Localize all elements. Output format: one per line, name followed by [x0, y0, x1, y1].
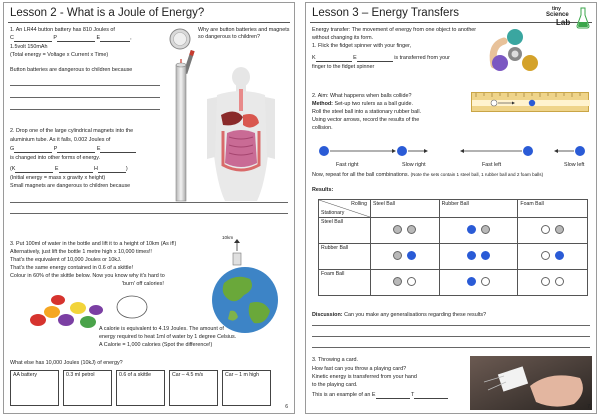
answer-line[interactable] [10, 97, 160, 98]
table-corner-cell: Rolling Stationary [319, 200, 371, 218]
results-label: Results: [312, 187, 334, 193]
q3-title: 3. Throwing a card. [312, 357, 359, 363]
skittle-to-colour[interactable] [114, 293, 150, 321]
joule-examples-row [10, 370, 271, 406]
intro-line: without changing its form. [312, 35, 374, 41]
q3-line: 3. Put 100ml of water in the bottle and lift it to a height of 10km (As if!) [10, 241, 177, 247]
battery-spec: 1.5volt 150mAh [10, 44, 48, 50]
joule-box-petrol: 0.3 ml petrol [63, 370, 112, 406]
method-line: collision. [312, 125, 333, 131]
burn-off-text: 'burn' off calories! [122, 281, 164, 287]
spinner-blanks: K E is transferred from your [312, 55, 450, 61]
q3-line: Alternatively, just lift the bottle 1 metre high x 10,000 times!! [10, 249, 152, 255]
worksheet-page-7 [305, 2, 597, 414]
answer-line[interactable] [10, 109, 160, 110]
result-cell[interactable] [518, 218, 588, 244]
result-cell[interactable] [518, 270, 588, 296]
table-row [319, 218, 588, 244]
result-cell[interactable] [439, 218, 518, 244]
q3-line: Colour in 60% of the skittle below. Now you know why it's hard to [10, 273, 165, 279]
joule-box-car-height: Car – 1 m high [222, 370, 271, 406]
q2-line: 2. Drop one of the large cylindrical magnets into the [10, 128, 134, 134]
why-dangerous-question: Why are button batteries and magnets so dangerous to children? [198, 27, 290, 41]
what-else-question: What else has 10,000 Joules (10kJ) of energy? [10, 360, 123, 366]
result-cell[interactable] [439, 270, 518, 296]
danger-prompt: Button batteries are dangerous to children because [10, 67, 133, 73]
q3-line: Kinetic energy is transferred from your hand [312, 374, 417, 380]
repeat-instruction: Now, repeat for all the ball combinations. (Note the sets contain 1 steel ball, 1 rubber ball and 2 foam balls) [312, 172, 544, 178]
result-cell[interactable] [371, 270, 440, 296]
row-header-rubber: Rubber Ball [319, 244, 371, 270]
bottle-lift-image [226, 237, 248, 267]
row-header-steel: Steel Ball [319, 218, 371, 244]
aluminium-tube-image [172, 59, 190, 205]
blank-p[interactable] [57, 37, 95, 42]
blank-p[interactable] [57, 148, 95, 153]
energy-transfer-blanks: This is an example of an E T [312, 392, 448, 399]
q1-blanks: C P E , [10, 35, 132, 41]
page-number: 6 [285, 403, 288, 410]
speed-label-fast-right: Fast right [336, 162, 359, 168]
answer-line[interactable] [10, 213, 288, 214]
column-header-steel: Steel Ball [371, 200, 440, 218]
calorie-line: A calorie is equivalent to 4.19 Joules. The amount of [99, 326, 224, 332]
initial-energy-formula: (Initial energy = mass x gravity x height) [10, 175, 106, 181]
method-line: Using vector arrows, record the results of the [312, 117, 420, 123]
human-digestive-system-image [199, 67, 284, 202]
calorie-line: A Calorie = 1,000 calories (Spot the difference!) [99, 342, 213, 348]
earth-globe-image [210, 265, 280, 335]
results-table [318, 199, 588, 296]
blank-e[interactable] [357, 57, 393, 62]
vector-arrows-diagram [312, 141, 596, 163]
intro-line: Energy transfer: The movement of energy from one object to another [312, 27, 477, 33]
answer-line[interactable] [312, 325, 590, 326]
q2-blanks: G P E [10, 146, 136, 153]
column-header-rubber: Rubber Ball [439, 200, 518, 218]
q2-kinetic-blanks: (K E H ) [10, 166, 128, 172]
battery-formula: (Total energy = Voltage x Current x Time) [10, 52, 109, 58]
row-header-foam: Foam Ball [319, 270, 371, 296]
result-cell[interactable] [439, 244, 518, 270]
ten-km-label: 10km [222, 235, 234, 240]
q3-line: to the playing card. [312, 382, 358, 388]
aim-line: 2. Aim: What happens when balls collide? [312, 93, 412, 99]
blank-t[interactable] [414, 394, 448, 399]
blank-e[interactable] [376, 394, 410, 399]
flask-icon [576, 7, 590, 29]
q3-line: How fast can you throw a playing card? [312, 366, 407, 372]
blank-c[interactable] [14, 37, 52, 42]
ruler-ticks [472, 93, 590, 113]
speed-label-slow-right: Slow right [402, 162, 426, 168]
speed-label-fast-left: Fast left [482, 162, 502, 168]
result-cell[interactable] [371, 244, 440, 270]
blank-h[interactable] [98, 168, 126, 173]
title-divider [8, 22, 290, 23]
lesson-3-title: Lesson 3 – Energy Transfers [312, 7, 460, 19]
intro-line: 1. Flick the fidget spinner with your finger, [312, 43, 412, 49]
blank-e[interactable] [59, 168, 93, 173]
ruler-guide-image [471, 92, 589, 112]
method-line: Roll the steel ball into a stationary rubber ball. [312, 109, 422, 115]
column-header-foam: Foam Ball [518, 200, 588, 218]
answer-line[interactable] [10, 202, 288, 203]
blank-k[interactable] [15, 168, 53, 173]
q1-line: 1. An LR44 button battery has 810 Joules of [10, 27, 115, 33]
answer-line[interactable] [312, 336, 590, 337]
joule-box-skittle: 0.6 of a skittle [116, 370, 165, 406]
calorie-line: energy required to heat 1ml of water by 1 degree Celsius. [99, 334, 237, 340]
result-cell[interactable] [518, 244, 588, 270]
blank-g[interactable] [14, 148, 52, 153]
result-cell[interactable] [371, 218, 440, 244]
skittles-image [28, 288, 108, 330]
tiny-science-lab-logo: tiny Science Lab [546, 5, 592, 31]
fidget-spinner-image [484, 25, 546, 83]
answer-line[interactable] [10, 85, 160, 86]
blank-e[interactable] [100, 37, 130, 42]
q2-line: aluminium tube. As it falls, 0.002 Joules of [10, 137, 111, 143]
blank-k[interactable] [316, 57, 352, 62]
q3-line: That's the same energy contained in 0.6 of a skittle! [10, 265, 133, 271]
page-number: 7 [587, 403, 590, 410]
table-row [319, 244, 588, 270]
magnets-danger-prompt: Small magnets are dangerous to children because [10, 183, 131, 189]
card-throw-photo [470, 356, 592, 410]
worksheet-page-6 [3, 2, 295, 414]
table-row [319, 270, 588, 296]
discussion-prompt: Discussion: Can you make any generalisations regarding these results? [312, 312, 487, 318]
q2-line: is changed into other forms of energy. [10, 155, 101, 161]
answer-line[interactable] [312, 347, 590, 348]
finger-text: finger to the fidget spinner [312, 64, 375, 70]
q3-line: That's the equivalent of 10,000 Joules or 10kJ. [10, 257, 122, 263]
speed-label-slow-left: Slow left [564, 162, 585, 168]
joule-box-aa-battery: AA battery [10, 370, 59, 406]
lesson-2-title: Lesson 2 - What is a Joule of Energy? [10, 7, 205, 19]
method-line: Method: Set-up two rulers as a ball guide. [312, 101, 413, 107]
blank-e[interactable] [100, 148, 136, 153]
joule-box-car-speed: Car – 4.5 m/s [169, 370, 218, 406]
